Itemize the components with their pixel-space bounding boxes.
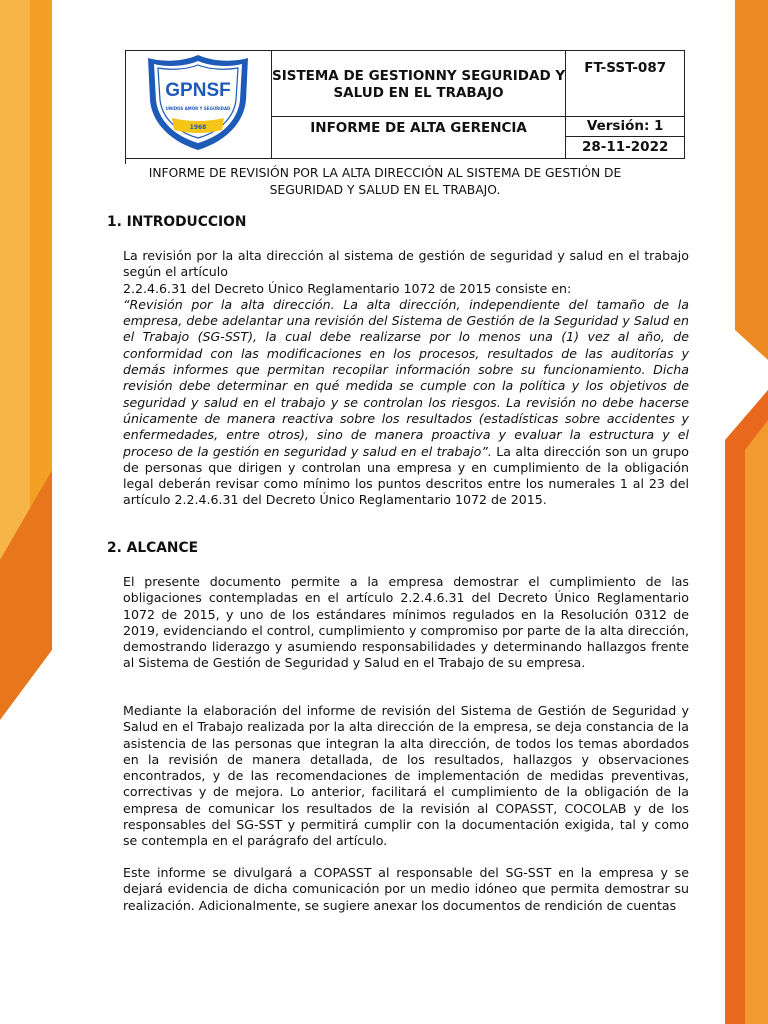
version-date-cell [566, 117, 685, 159]
section-heading-introduccion: 1. INTRODUCCION [107, 214, 247, 230]
date-label: 28-11-2022 [582, 139, 669, 155]
header-margin-line [125, 150, 126, 164]
alcance-paragraph-2: Mediante la elaboración del informe de revisión del Sistema de Gestión de Seguridad y Salud en el Trabajo realizada por la alta dirección de la empresa, se deja constancia de la asistencia de las personas que integran la alta dirección, de todos los temas abordados en la revisión de manera detallada, de los resultados, hallazgos y observaciones encontrados, y de las recomendaciones de implementación de medidas preventivas, correctivas y de mejora. Lo anterior, facilitará el cumplimiento de la obligación de la empresa de comunicar los resultados de la revisión al COPASST, COCOLAB y de los responsables del SG-SST y permitirá cumplir con la documentación exigida, tal y como se contempla en el parágrafo del artículo. [123, 703, 689, 849]
logo-year: 1968 [190, 124, 207, 131]
document-header-table [125, 50, 685, 159]
version-label: Versión: 1 [566, 117, 684, 137]
section-heading-alcance: 2. ALCANCE [107, 540, 199, 556]
intro-text-line-2: 2.2.4.6.31 del Decreto Único Reglamentario 1072 de 2015 consiste en: [123, 280, 572, 296]
system-title-cell [271, 51, 566, 117]
alcance-paragraph-1: El presente documento permite a la empresa demostrar el cumplimiento de las obligaciones contempladas en el artículo 2.2.4.6.31 del Decreto Único Reglamentario 1072 de 2015, y uno de los estándares mínimos regulados en la Resolución 0312 de 2019, evidenciando el control, cumplimiento y compromiso por parte de la alta dirección, demostrando liderazgo y asumiendo responsabilidades y determinando hallazgos frente al Sistema de Gestión de Seguridad y Salud en el Trabajo de su empresa. [123, 574, 689, 671]
logo-text: GPNSF [165, 80, 232, 101]
intro-paragraph-1 [123, 248, 689, 509]
doc-code-cell [566, 51, 685, 117]
alcance-paragraph-3: Este informe se divulgará a COPASST al responsable del SG-SST en la empresa y se dejará evidencia de dicha comunicación por un medio idóneo que permita demostrar su realización. Adicionalmente, se sugiere anexar los documentos de rendición de cuentas [123, 865, 689, 913]
logo-motto: UNIDOS AMOR Y SEGURIDAD [165, 106, 231, 111]
gpnsf-shield-logo [142, 52, 254, 152]
doc-code: FT-SST-087 [584, 59, 667, 76]
intro-text-line-1: La revisión por la alta dirección al sistema de gestión de seguridad y salud en el trabajo según el artículo [123, 248, 689, 280]
report-title-cell [271, 117, 566, 159]
document-subtitle: INFORME DE REVISIÓN POR LA ALTA DIRECCIÓN AL SISTEMA DE GESTIÓN DE SEGURIDAD Y SALUD EN EL TRABAJO. [148, 166, 622, 197]
decree-quote: “Revisión por la alta dirección. La alta dirección, independiente del tamaño de la empresa, debe adelantar una revisión del Sistema de Gestión de la Seguridad y Salud en el Trabajo (SG-SST), la cual debe realizarse por lo menos una (1) vez al año, de conformidad con las modificaciones en los procesos, resultados de las auditorías y demás informes que permitan recopilar información sobre su funcionamiento. Dicha revisión debe determinar en qué medida se cumple con la política y los objetivos de seguridad y salud en el trabajo y se controlan los riesgos. La revisión no debe hacerse únicamente de manera reactiva sobre los resultados (estadísticas sobre accidentes y enfermedades, entre otros), sino de manera proactiva y evaluar la estructura y el proceso de la gestión en seguridad y salud en el trabajo”. [123, 296, 689, 459]
logo-cell [126, 51, 272, 159]
intro-quote-block [123, 297, 689, 509]
intro-conclusion: La alta dirección son un grupo de personas que dirigen y controlan una empresa y en cumplimiento de la obligación legal deberán revisar como mínimo los puntos descritos entre los numerales 1 al 23 del artículo 2.2.4.6.31 del Decreto Único Reglamentario 1072 de 2015. [123, 443, 689, 508]
report-title: INFORME DE ALTA GERENCIA [310, 120, 527, 136]
system-title: SISTEMA DE GESTIONNY SEGURIDAD Y SALUD EN EL TRABAJO [271, 67, 566, 101]
